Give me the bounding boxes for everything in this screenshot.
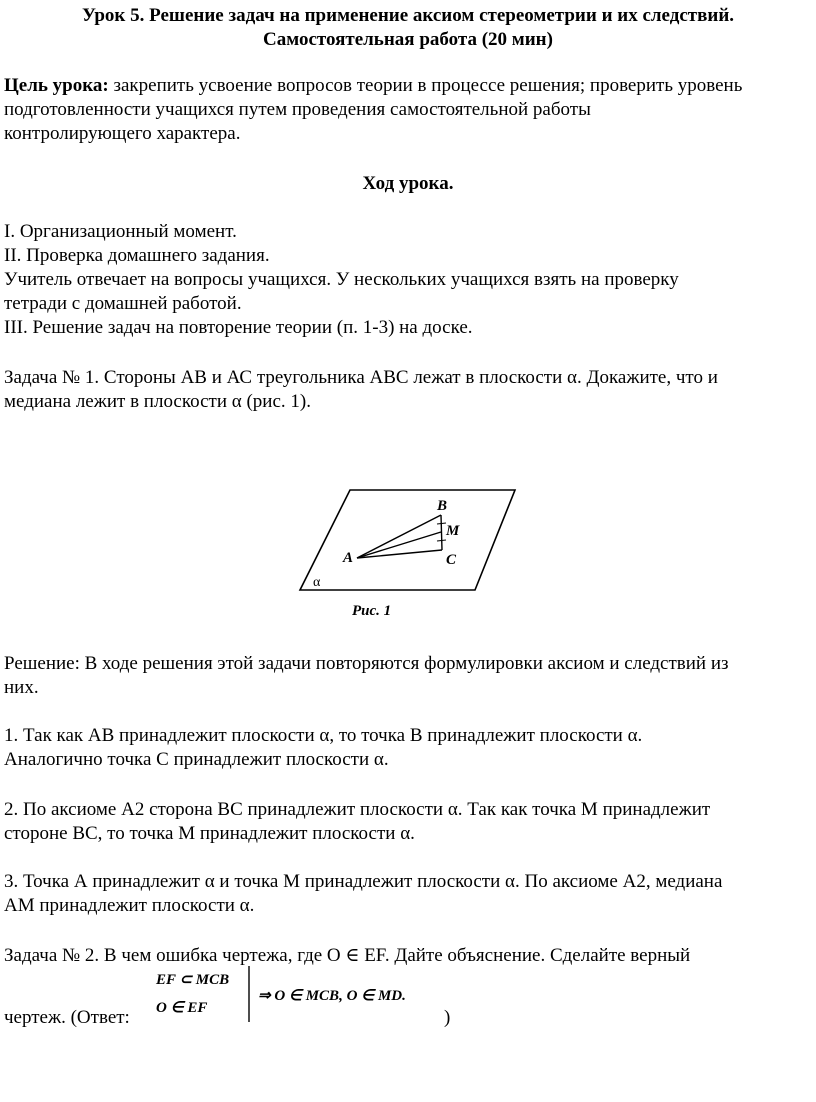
- step-2: II. Проверка домашнего задания.: [4, 245, 270, 266]
- formula-line-2: O ∈ EF: [156, 1000, 208, 1016]
- step-3: III. Решение задач на повторение теории (п. 1-3) на доске.: [4, 317, 473, 338]
- goal-label: Цель урока:: [4, 75, 109, 96]
- goal-line-2: подготовленности учащихся путем проведения самостоятельной работы: [4, 99, 591, 120]
- solution-point-3a: 3. Точка А принадлежит α и точка М принадлежит плоскости α. По аксиоме А2, медиана: [4, 871, 723, 892]
- step-2-detail-1: Учитель отвечает на вопросы учащихся. У нескольких учащихся взять на проверку: [4, 269, 679, 290]
- tick-mark-2: [437, 540, 446, 541]
- label-b: B: [437, 498, 448, 514]
- formula-line-1: EF ⊂ MCB: [156, 972, 230, 988]
- solution-point-2b: стороне ВС, то точка М принадлежит плоскости α.: [4, 823, 415, 844]
- step-1: I. Организационный момент.: [4, 221, 237, 242]
- step-2-detail-2: тетради с домашней работой.: [4, 293, 242, 314]
- title-line-2: Самостоятельная работа (20 мин): [263, 29, 553, 50]
- formula-result: ⇒ O ∈ MCB, O ∈ MD.: [258, 988, 406, 1004]
- goal-line-3: контролирующего характера.: [4, 123, 241, 144]
- label-m: M: [446, 523, 460, 539]
- solution-intro-1: Решение: В ходе решения этой задачи повторяются формулировки аксиом и следствий из: [4, 653, 729, 674]
- goal-text: закрепить усвоение вопросов теории в процессе решения; проверить уровень: [108, 75, 743, 96]
- label-alpha: α: [313, 575, 321, 590]
- figure-caption: Рис. 1: [352, 603, 392, 619]
- goal-line-1: [4, 74, 742, 98]
- solution-point-1a: 1. Так как АВ принадлежит плоскости α, то точка В принадлежит плоскости α.: [4, 725, 643, 746]
- lesson-heading: Ход урока.: [362, 173, 454, 194]
- solution-point-3b: АМ принадлежит плоскости α.: [4, 895, 255, 916]
- solution-point-1b: Аналогично точка С принадлежит плоскости α.: [4, 749, 389, 770]
- task-1-line-1: Задача № 1. Стороны АВ и АС треугольника АВС лежат в плоскости α. Докажите, что и: [4, 367, 718, 388]
- task-2-answer-suffix: ): [444, 1007, 451, 1028]
- figure-1: [295, 480, 525, 620]
- solution-point-2a: 2. По аксиоме А2 сторона ВС принадлежит плоскости α. Так как точка М принадлежит: [4, 799, 711, 820]
- task-2-answer-prefix: чертеж. (Ответ:: [4, 1007, 130, 1028]
- answer-formula: [150, 962, 450, 1026]
- segment-bc: [441, 515, 442, 550]
- task-2-line-1: Задача № 2. В чем ошибка чертежа, где О ∈ EF. Дайте объяснение. Сделайте верный: [4, 945, 691, 966]
- tick-mark-1: [437, 523, 446, 524]
- title-line-1: Урок 5. Решение задач на применение аксиом стереометрии и их следствий.: [81, 5, 735, 26]
- task-1-line-2: медиана лежит в плоскости α (рис. 1).: [4, 391, 311, 412]
- solution-intro-2: них.: [4, 677, 39, 698]
- plane-alpha: [300, 490, 515, 590]
- label-c: C: [446, 552, 457, 568]
- label-a: A: [343, 550, 354, 566]
